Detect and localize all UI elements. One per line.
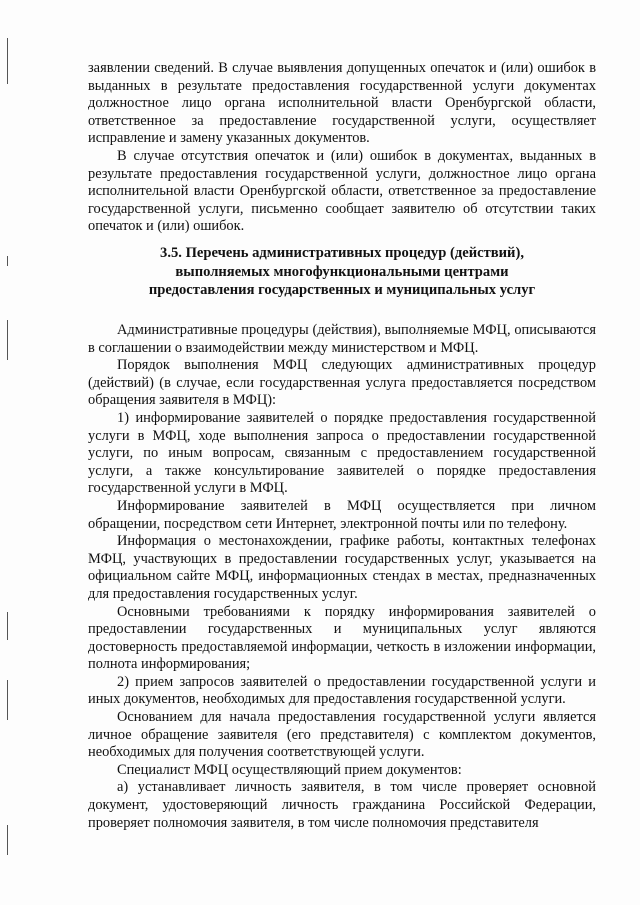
top-text [88, 60, 596, 236]
scan-artifact [7, 256, 8, 266]
paragraph: Основными требованиями к порядку информирования заявителей о предоставлении государственных и муниципальных услуг являются достоверность предоставляемой информации, четкость в изложении информации, полнота информирования; [88, 603, 596, 673]
scan-artifact [7, 38, 8, 84]
paragraph: заявлении сведений. В случае выявления допущенных опечаток и (или) ошибок в выданных в результате предоставления государственной услуги документах должностное лицо органа исполнительной власти Оренбургской области, ответственное за предоставление государственной услуги, осуществляет исправление и замену указанных документов. [88, 60, 596, 147]
scan-artifact [7, 680, 8, 720]
paragraph: Порядок выполнения МФЦ следующих административных процедур (действий) (в случае, если государственная услуга предоставляется посредством обращения заявителя в МФЦ): [88, 357, 596, 409]
paragraph: 1) информирование заявителей о порядке предоставления государственной услуги в МФЦ, ходе выполнения запроса о предоставлении государственной услуги, по иным вопросам, связанным с предоставлением государственной услуги, а также консультирование заявителей о порядке предоставления государственной услуги в МФЦ. [88, 409, 596, 497]
section-heading-line: выполняемых многофункциональными центрами [175, 263, 509, 280]
paragraph: а) устанавливает личность заявителя, в том числе проверяет основной документ, удостоверяющий личность гражданина Российской Федерации, проверяет полномочия заявителя, в том числе полномочия представителя [88, 779, 596, 831]
body-text [88, 322, 596, 832]
section-heading-line: 3.5. Перечень административных процедур (действий), [160, 245, 524, 261]
paragraph: Информирование заявителей в МФЦ осуществляется при личном обращении, посредством сети Интернет, электронной почты или по телефону. [88, 497, 596, 532]
paragraph: Информация о местонахождении, графике работы, контактных телефонах МФЦ, участвующих в предоставлении государственных услуг, указывается на официальном сайте МФЦ, информационных стендах в местах, предназначенных для предоставления государственных услуг. [88, 533, 596, 602]
paragraph: В случае отсутствия опечаток и (или) ошибок в документах, выданных в результате предоставления государственной услуги, должностное лицо органа исполнительной власти Оренбургской области, ответственное за предоставление государственной услуги, письменно сообщает заявителю об отсутствии таких опечаток и (или) ошибок. [88, 147, 596, 235]
section-heading [88, 244, 596, 300]
scan-artifact [7, 825, 8, 855]
paragraph: 2) прием запросов заявителей о предоставлении государственной услуги и иных документов, необходимых для предоставления государственной услуги. [88, 673, 596, 708]
section-heading-line: предоставления государственных и муниципальных услуг [148, 282, 536, 298]
scan-artifact [7, 320, 8, 360]
paragraph: Основанием для начала предоставления государственной услуги является личное обращение заявителя (его представителя) с комплектом документов, необходимых для получения соответствующей услуги. [88, 709, 596, 761]
paragraph: Административные процедуры (действия), выполняемые МФЦ, описываются в соглашении о взаимодействии между министерством и МФЦ. [88, 322, 596, 356]
paragraph: Специалист МФЦ осуществляющий прием документов: [117, 761, 462, 778]
scan-artifact [7, 612, 8, 640]
